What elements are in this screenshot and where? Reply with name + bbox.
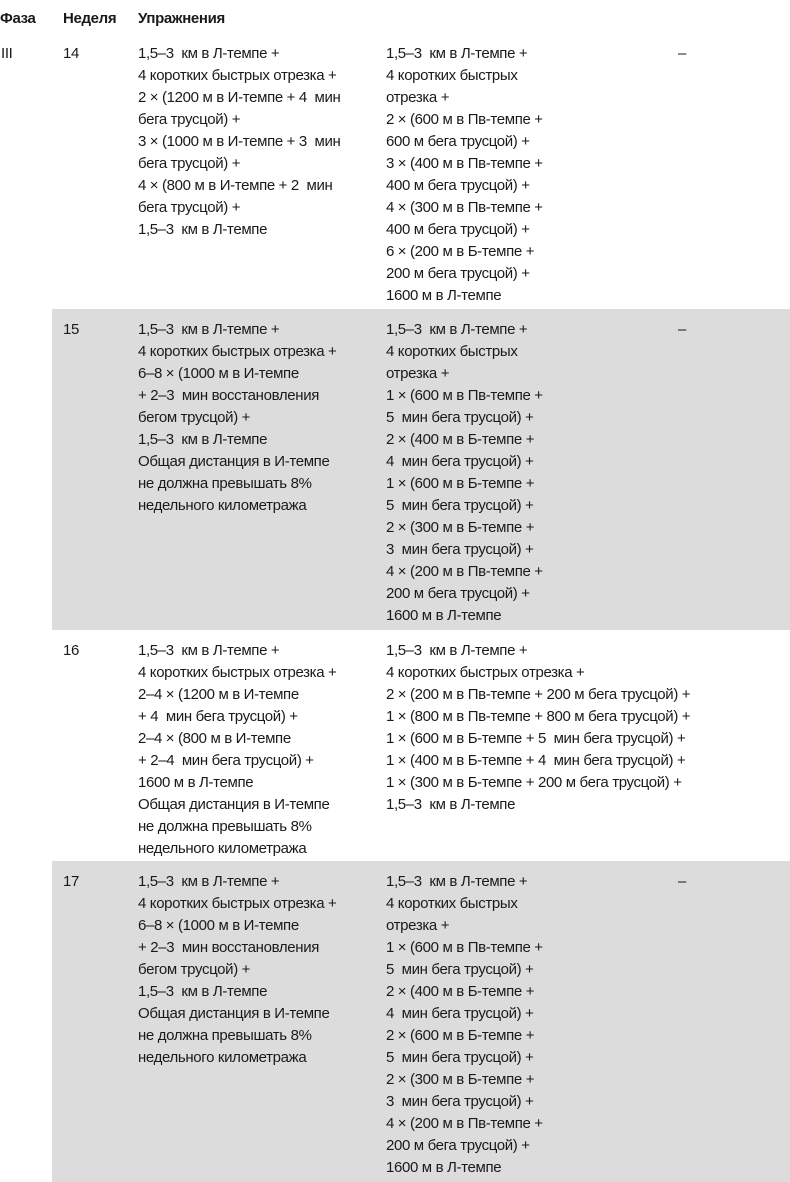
header-exercises: Упражнения (138, 10, 225, 27)
table-header (0, 8, 790, 30)
table-row-week-15 (52, 309, 790, 630)
week-number: 16 (63, 642, 79, 659)
exercise-col-3: – (678, 45, 686, 62)
table-row-week-14 (52, 33, 790, 309)
exercise-col-3: – (678, 873, 686, 890)
exercise-col-2: 1,5–3 км в Л-темпе + 4 коротких быстрых отрезка + 1 × (600 м в Пв-темпе + 5 мин бега трусцой) + 2 × (400 м в Б-темпе + 4 мин бега трусцой) + 1 × (600 м в Б-темпе + 5 мин бега трусцой) + 2 × (300 м в Б-темпе + 3 мин бега трусцой) + 4 × (200 м в Пв-темпе + 200 м бега трусцой) + 1600 м в Л-темпе (386, 321, 543, 624)
week-number: 15 (63, 321, 79, 338)
week-number: 17 (63, 873, 79, 890)
phase-value: III (1, 45, 13, 62)
exercise-col-2: 1,5–3 км в Л-темпе + 4 коротких быстрых отрезка + 1 × (600 м в Пв-темпе + 5 мин бега трусцой) + 2 × (400 м в Б-темпе + 4 мин бега трусцой) + 2 × (600 м в Б-темпе + 5 мин бега трусцой) + 2 × (300 м в Б-темпе + 3 мин бега трусцой) + 4 × (200 м в Пв-темпе + 200 м бега трусцой) + 1600 м в Л-темпе (386, 873, 543, 1176)
exercise-col-1: 1,5–3 км в Л-темпе + 4 коротких быстрых отрезка + 6–8 × (1000 м в И-темпе + 2–3 мин восстановления бегом трусцой) + 1,5–3 км в Л-темпе Общая дистанция в И-темпе не должна превышать 8% недельного километража (138, 873, 337, 1066)
exercise-col-1: 1,5–3 км в Л-темпе + 4 коротких быстрых отрезка + 2–4 × (1200 м в И-темпе + 4 мин бега трусцой) + 2–4 × (800 м в И-темпе + 2–4 мин бега трусцой) + 1600 м в Л-темпе Общая дистанция в И-темпе не должна превышать 8% недельного километража (138, 642, 337, 857)
week-number: 14 (63, 45, 79, 62)
exercise-col-2: 1,5–3 км в Л-темпе + 4 коротких быстрых отрезка + 2 × (600 м в Пв-темпе + 600 м бега трусцой) + 3 × (400 м в Пв-темпе + 400 м бега трусцой) + 4 × (300 м в Пв-темпе + 400 м бега трусцой) + 6 × (200 м в Б-темпе + 200 м бега трусцой) + 1600 м в Л-темпе (386, 45, 543, 304)
table-row-week-17 (52, 861, 790, 1182)
exercise-col-3: – (678, 321, 686, 338)
table-row-week-16 (52, 630, 790, 861)
header-phase: Фаза (0, 10, 36, 27)
exercise-col-1: 1,5–3 км в Л-темпе + 4 коротких быстрых отрезка + 6–8 × (1000 м в И-темпе + 2–3 мин восстановления бегом трусцой) + 1,5–3 км в Л-темпе Общая дистанция в И-темпе не должна превышать 8% недельного километража (138, 321, 337, 514)
exercise-col-1: 1,5–3 км в Л-темпе + 4 коротких быстрых отрезка + 2 × (1200 м в И-темпе + 4 мин бега трусцой) + 3 × (1000 м в И-темпе + 3 мин бега трусцой) + 4 × (800 м в И-темпе + 2 мин бега трусцой) + 1,5–3 км в Л-темпе (138, 45, 341, 238)
exercise-col-2: 1,5–3 км в Л-темпе + 4 коротких быстрых отрезка + 2 × (200 м в Пв-темпе + 200 м бега трусцой) + 1 × (800 м в Пв-темпе + 800 м бега трусцой) + 1 × (600 м в Б-темпе + 5 мин бега трусцой) + 1 × (400 м в Б-темпе + 4 мин бега трусцой) + 1 × (300 м в Б-темпе + 200 м бега трусцой) + 1,5–3 км в Л-темпе (386, 642, 691, 813)
header-week: Неделя (63, 10, 117, 27)
